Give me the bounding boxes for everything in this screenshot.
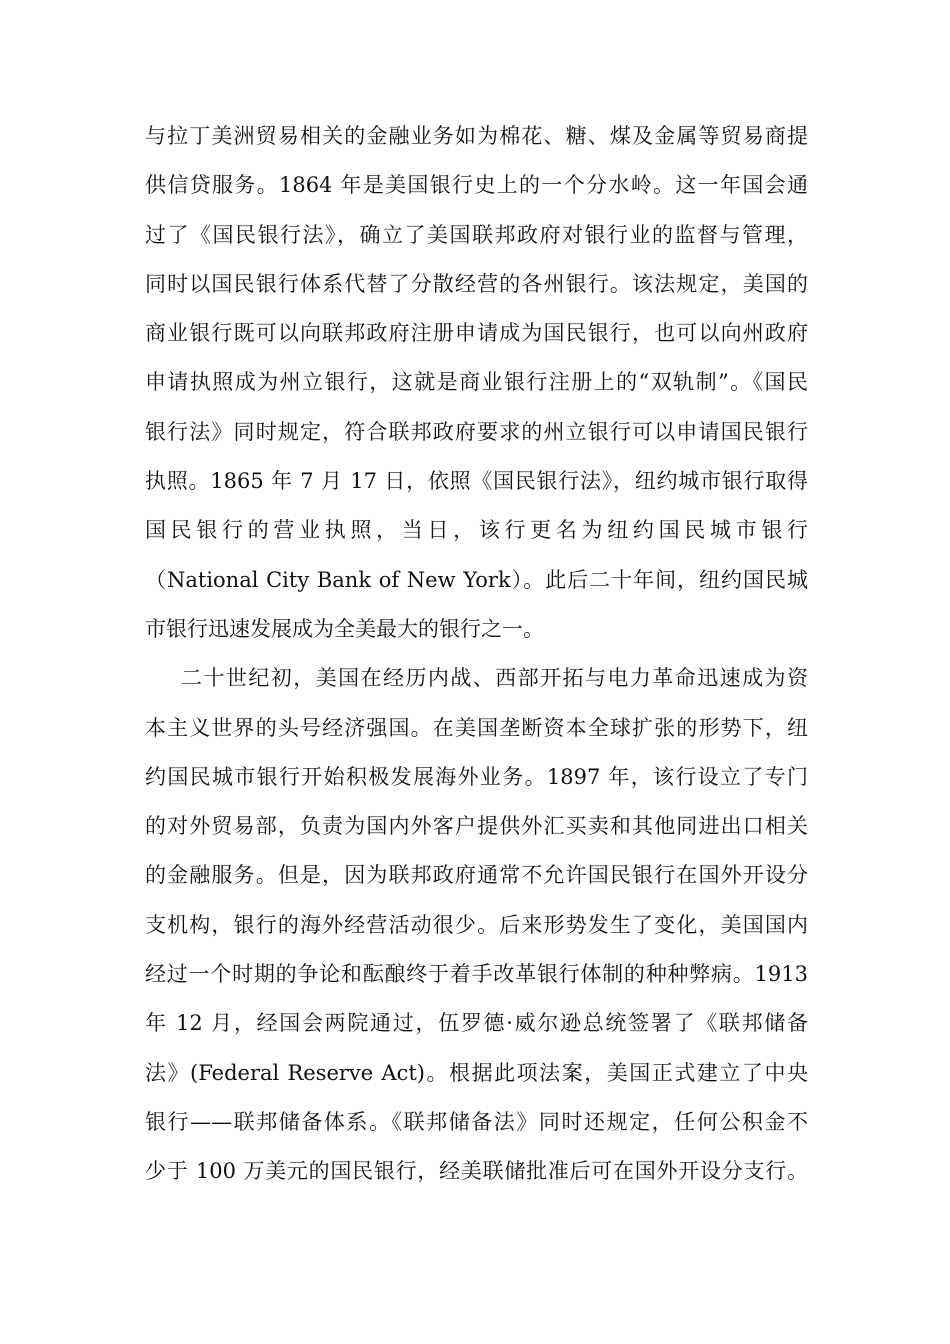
text-line: 执照。1865 年 7 月 17 日，依照《国民银行法》，纽约城市银行取得 [145, 469, 808, 494]
text-line: 银行法》同时规定，符合联邦政府要求的州立银行可以申请国民银行 [145, 419, 808, 444]
text-line: （National City Bank of New York）。此后二十年间，纽约国民城 [145, 567, 808, 592]
text-line: 经过一个时期的争论和酝酿终于着手改革银行体制的种种弊病。1913 [145, 962, 808, 987]
text-line: 过了《国民银行法》，确立了美国联邦政府对银行业的监督与管理， [145, 222, 808, 247]
text-line: 支机构，银行的海外经营活动很少。后来形势发生了变化，美国国内 [145, 912, 808, 937]
text-line: 商业银行既可以向联邦政府注册申请成为国民银行，也可以向州政府 [145, 321, 808, 346]
text-line: 申请执照成为州立银行，这就是商业银行注册上的“双轨制”。《国民 [145, 370, 808, 395]
text-line: 约国民城市银行开始积极发展海外业务。1897 年，该行设立了专门 [145, 764, 808, 789]
text-line: 市银行迅速发展成为全美最大的银行之一。 [145, 616, 544, 641]
paragraph-1 [145, 112, 808, 654]
body-text [145, 112, 808, 1197]
text-line: 二十世纪初，美国在经历内战、西部开拓与电力革命迅速成为资 [181, 666, 808, 691]
text-line: 供信贷服务。1864 年是美国银行史上的一个分水岭。这一年国会通 [145, 173, 808, 198]
text-line: 银行——联邦储备体系。《联邦储备法》同时还规定，任何公积金不 [145, 1109, 808, 1134]
paragraph-2 [145, 654, 808, 1196]
text-line: 本主义世界的头号经济强国。在美国垄断资本全球扩张的形势下，纽 [145, 715, 808, 740]
text-line: 同时以国民银行体系代替了分散经营的各州银行。该法规定，美国的 [145, 271, 808, 296]
text-line: 少于 100 万美元的国民银行，经美联储批准后可在国外开设分支行。 [145, 1159, 808, 1184]
text-line: 国民银行的营业执照，当日，该行更名为纽约国民城市银行 [145, 518, 808, 543]
text-line: 年 12 月，经国会两院通过，伍罗德·威尔逊总统签署了《联邦储备 [145, 1011, 808, 1036]
text-line: 与拉丁美洲贸易相关的金融业务如为棉花、糖、煤及金属等贸易商提 [145, 124, 808, 148]
text-line: 的金融服务。但是，因为联邦政府通常不允许国民银行在国外开设分 [145, 863, 808, 888]
text-line: 法》(Federal Reserve Act)。根据此项法案，美国正式建立了中央 [145, 1060, 808, 1085]
text-line: 的对外贸易部，负责为国内外客户提供外汇买卖和其他同进出口相关 [145, 814, 808, 839]
